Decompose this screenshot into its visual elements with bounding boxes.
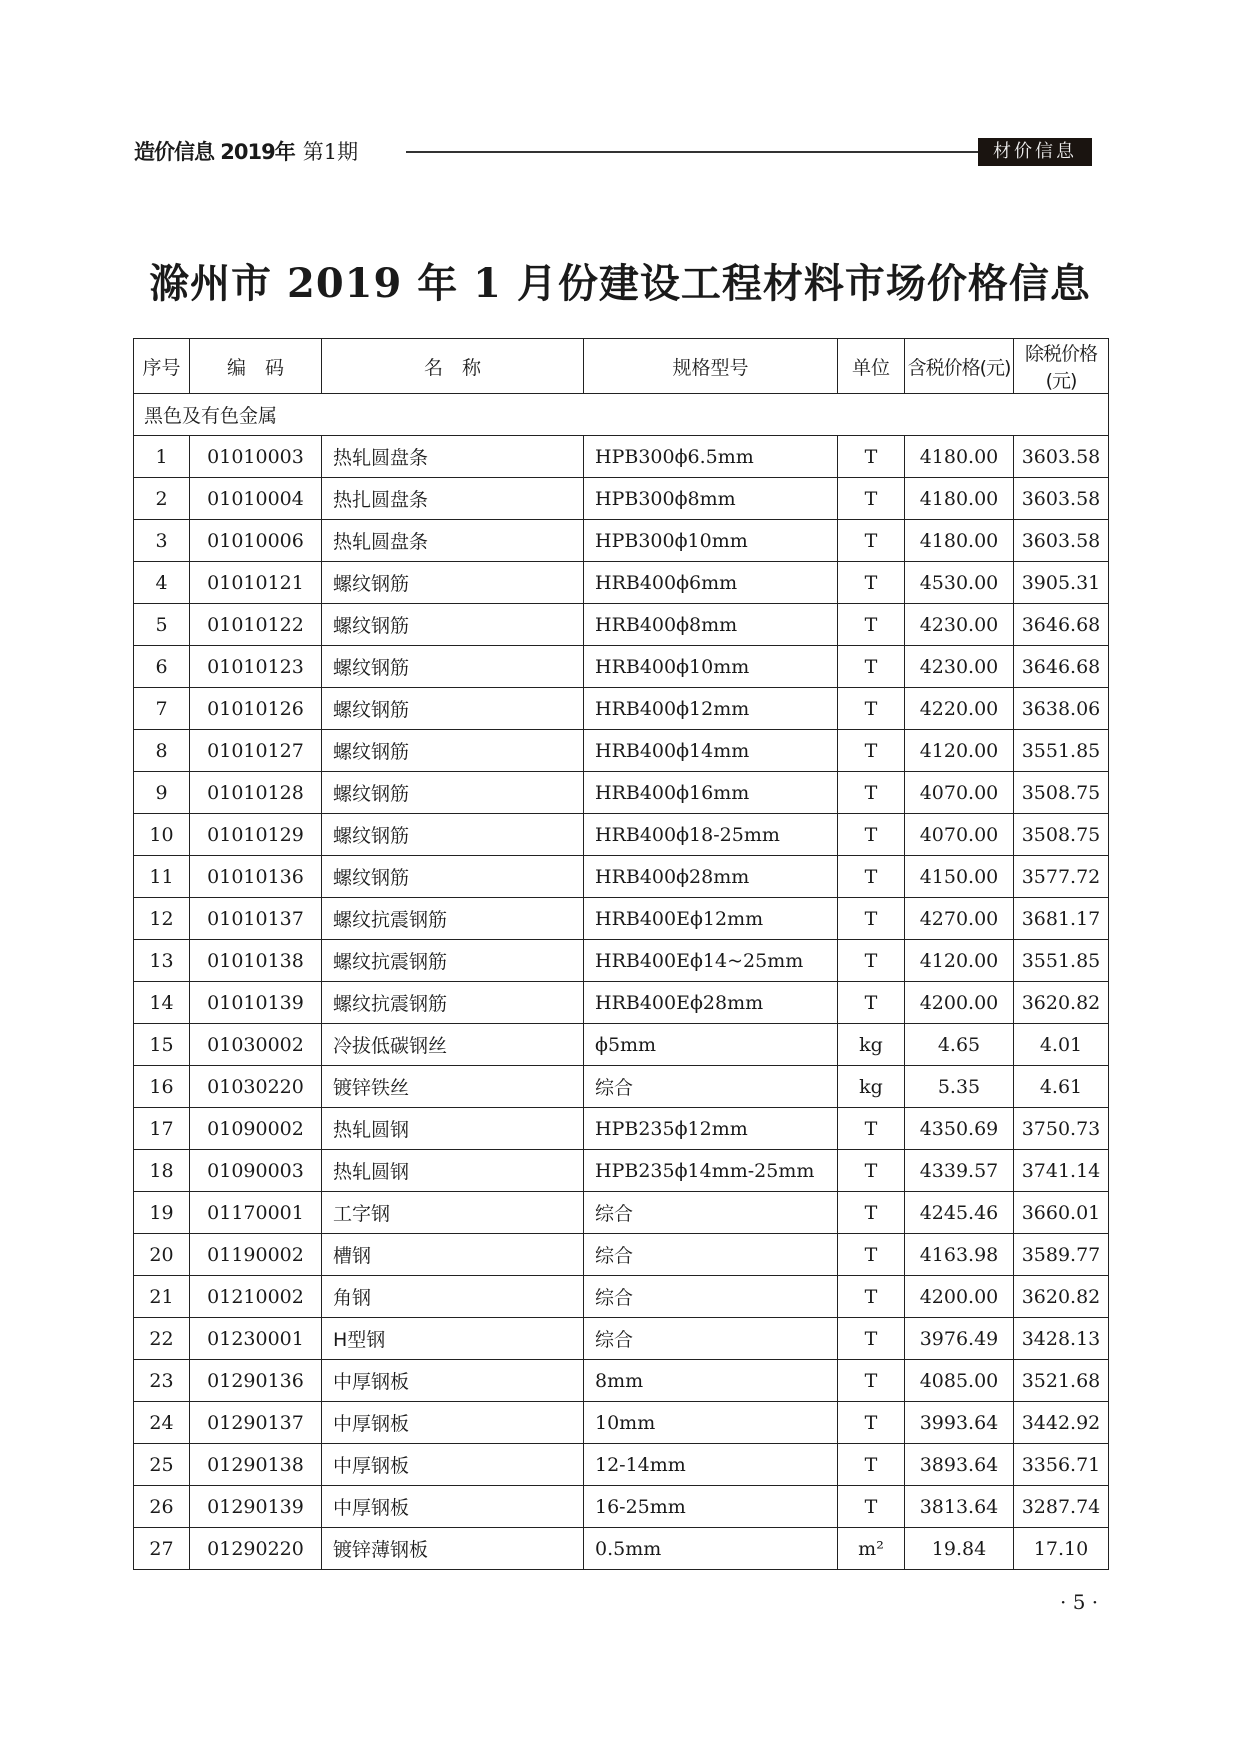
- table-row: [134, 940, 1109, 982]
- row-spec: 10mm: [584, 1402, 838, 1444]
- row-unit: T: [838, 1108, 905, 1150]
- row-index: 19: [134, 1192, 190, 1234]
- row-name: 中厚钢板: [322, 1360, 584, 1402]
- row-code: 01170001: [190, 1192, 322, 1234]
- header-code: 编 码: [190, 339, 322, 394]
- row-name: 螺纹钢筋: [322, 604, 584, 646]
- row-name: 螺纹钢筋: [322, 562, 584, 604]
- row-index: 16: [134, 1066, 190, 1108]
- row-price-with-tax: 3993.64: [905, 1402, 1014, 1444]
- row-code: 01010004: [190, 478, 322, 520]
- row-spec: HPB235ϕ14mm-25mm: [584, 1150, 838, 1192]
- row-price-without-tax: 3521.68: [1014, 1360, 1109, 1402]
- row-price-without-tax: 3603.58: [1014, 478, 1109, 520]
- row-name: 螺纹钢筋: [322, 730, 584, 772]
- category-row: [134, 394, 1109, 436]
- table-row: [134, 1234, 1109, 1276]
- row-code: 01210002: [190, 1276, 322, 1318]
- row-unit: T: [838, 1360, 905, 1402]
- row-spec: HRB400ϕ8mm: [584, 604, 838, 646]
- row-price-with-tax: 3813.64: [905, 1486, 1014, 1528]
- row-code: 01010121: [190, 562, 322, 604]
- row-spec: HRB400ϕ14mm: [584, 730, 838, 772]
- row-name: 热轧圆钢: [322, 1150, 584, 1192]
- table-row: [134, 520, 1109, 562]
- row-code: 01010136: [190, 856, 322, 898]
- row-index: 9: [134, 772, 190, 814]
- row-unit: T: [838, 898, 905, 940]
- table-row: [134, 1066, 1109, 1108]
- table-row: [134, 814, 1109, 856]
- row-price-without-tax: 3603.58: [1014, 520, 1109, 562]
- row-spec: HRB400Eϕ14~25mm: [584, 940, 838, 982]
- price-table: [133, 338, 1109, 1570]
- row-price-without-tax: 3508.75: [1014, 814, 1109, 856]
- row-spec: HRB400ϕ18-25mm: [584, 814, 838, 856]
- row-price-with-tax: 4200.00: [905, 1276, 1014, 1318]
- row-spec: 综合: [584, 1276, 838, 1318]
- row-price-without-tax: 3750.73: [1014, 1108, 1109, 1150]
- row-name: 热轧圆盘条: [322, 520, 584, 562]
- row-name: 螺纹钢筋: [322, 646, 584, 688]
- row-unit: T: [838, 436, 905, 478]
- row-unit: T: [838, 1486, 905, 1528]
- row-name: 中厚钢板: [322, 1444, 584, 1486]
- row-code: 01010122: [190, 604, 322, 646]
- row-index: 15: [134, 1024, 190, 1066]
- row-price-without-tax: 3660.01: [1014, 1192, 1109, 1234]
- table-row: [134, 1192, 1109, 1234]
- row-code: 01290139: [190, 1486, 322, 1528]
- row-price-with-tax: 3976.49: [905, 1318, 1014, 1360]
- row-name: 螺纹抗震钢筋: [322, 940, 584, 982]
- row-price-with-tax: 4180.00: [905, 520, 1014, 562]
- row-price-with-tax: 4163.98: [905, 1234, 1014, 1276]
- row-price-without-tax: 3356.71: [1014, 1444, 1109, 1486]
- row-unit: T: [838, 520, 905, 562]
- header-name: 名 称: [322, 339, 584, 394]
- row-price-without-tax: 3681.17: [1014, 898, 1109, 940]
- row-name: 螺纹钢筋: [322, 772, 584, 814]
- row-unit: T: [838, 1150, 905, 1192]
- row-index: 5: [134, 604, 190, 646]
- row-code: 01010139: [190, 982, 322, 1024]
- table-row: [134, 1150, 1109, 1192]
- row-price-without-tax: 3589.77: [1014, 1234, 1109, 1276]
- row-spec: HPB300ϕ6.5mm: [584, 436, 838, 478]
- row-price-without-tax: 3551.85: [1014, 730, 1109, 772]
- row-unit: T: [838, 856, 905, 898]
- table-row: [134, 1108, 1109, 1150]
- header-spec: 规格型号: [584, 339, 838, 394]
- row-index: 12: [134, 898, 190, 940]
- table-row: [134, 1024, 1109, 1066]
- row-spec: 8mm: [584, 1360, 838, 1402]
- row-name: 镀锌薄钢板: [322, 1528, 584, 1570]
- table-row: [134, 688, 1109, 730]
- row-price-without-tax: 3646.68: [1014, 604, 1109, 646]
- table-row: [134, 730, 1109, 772]
- row-price-with-tax: 4245.46: [905, 1192, 1014, 1234]
- row-price-with-tax: 4350.69: [905, 1108, 1014, 1150]
- row-spec: HPB235ϕ12mm: [584, 1108, 838, 1150]
- row-unit: T: [838, 982, 905, 1024]
- row-index: 23: [134, 1360, 190, 1402]
- row-unit: kg: [838, 1066, 905, 1108]
- header-rule: [406, 151, 978, 153]
- row-index: 4: [134, 562, 190, 604]
- row-index: 26: [134, 1486, 190, 1528]
- row-price-without-tax: 3620.82: [1014, 982, 1109, 1024]
- row-code: 01010127: [190, 730, 322, 772]
- row-index: 8: [134, 730, 190, 772]
- row-index: 3: [134, 520, 190, 562]
- row-code: 01290136: [190, 1360, 322, 1402]
- row-spec: 综合: [584, 1192, 838, 1234]
- row-spec: 0.5mm: [584, 1528, 838, 1570]
- row-spec: HPB300ϕ8mm: [584, 478, 838, 520]
- table-row: [134, 1486, 1109, 1528]
- row-unit: T: [838, 730, 905, 772]
- row-name: 中厚钢板: [322, 1402, 584, 1444]
- row-index: 24: [134, 1402, 190, 1444]
- row-price-without-tax: 3905.31: [1014, 562, 1109, 604]
- row-price-with-tax: 4120.00: [905, 940, 1014, 982]
- row-price-with-tax: 4120.00: [905, 730, 1014, 772]
- row-code: 01030002: [190, 1024, 322, 1066]
- table-row: [134, 982, 1109, 1024]
- row-index: 14: [134, 982, 190, 1024]
- row-price-with-tax: 4220.00: [905, 688, 1014, 730]
- row-price-with-tax: 19.84: [905, 1528, 1014, 1570]
- row-price-without-tax: 3620.82: [1014, 1276, 1109, 1318]
- row-price-without-tax: 3508.75: [1014, 772, 1109, 814]
- row-index: 13: [134, 940, 190, 982]
- row-spec: 综合: [584, 1066, 838, 1108]
- row-price-with-tax: 4530.00: [905, 562, 1014, 604]
- row-price-without-tax: 3646.68: [1014, 646, 1109, 688]
- running-head: [134, 138, 1094, 168]
- row-unit: T: [838, 562, 905, 604]
- row-price-without-tax: 3577.72: [1014, 856, 1109, 898]
- table-row: [134, 772, 1109, 814]
- row-index: 17: [134, 1108, 190, 1150]
- page-number: · 5 ·: [1060, 1590, 1099, 1614]
- header-price-with-tax: 含税价格(元): [905, 339, 1014, 394]
- row-price-without-tax: 4.61: [1014, 1066, 1109, 1108]
- table-row: [134, 898, 1109, 940]
- header-index: 序号: [134, 339, 190, 394]
- row-price-without-tax: 17.10: [1014, 1528, 1109, 1570]
- table-row: [134, 1360, 1109, 1402]
- row-name: 热扎圆盘条: [322, 478, 584, 520]
- row-price-without-tax: 3287.74: [1014, 1486, 1109, 1528]
- row-unit: T: [838, 1444, 905, 1486]
- row-code: 01090003: [190, 1150, 322, 1192]
- row-index: 18: [134, 1150, 190, 1192]
- page-title: 滁州市 2019 年 1 月份建设工程材料市场价格信息: [149, 260, 1091, 307]
- row-price-without-tax: 3551.85: [1014, 940, 1109, 982]
- row-name: 热轧圆盘条: [322, 436, 584, 478]
- row-name: 角钢: [322, 1276, 584, 1318]
- row-name: H型钢: [322, 1318, 584, 1360]
- row-unit: T: [838, 478, 905, 520]
- row-code: 01290220: [190, 1528, 322, 1570]
- row-code: 01230001: [190, 1318, 322, 1360]
- row-spec: HRB400Eϕ12mm: [584, 898, 838, 940]
- row-unit: T: [838, 814, 905, 856]
- row-index: 6: [134, 646, 190, 688]
- row-spec: HRB400ϕ12mm: [584, 688, 838, 730]
- table-row: [134, 478, 1109, 520]
- row-spec: HRB400ϕ6mm: [584, 562, 838, 604]
- row-unit: T: [838, 646, 905, 688]
- row-spec: HRB400Eϕ28mm: [584, 982, 838, 1024]
- row-unit: m²: [838, 1528, 905, 1570]
- row-price-with-tax: 4.65: [905, 1024, 1014, 1066]
- row-name: 螺纹钢筋: [322, 688, 584, 730]
- row-price-with-tax: 4085.00: [905, 1360, 1014, 1402]
- section-badge: 材价信息: [978, 138, 1092, 166]
- row-code: 01290138: [190, 1444, 322, 1486]
- row-spec: ϕ5mm: [584, 1024, 838, 1066]
- row-price-with-tax: 4270.00: [905, 898, 1014, 940]
- row-code: 01010006: [190, 520, 322, 562]
- row-index: 10: [134, 814, 190, 856]
- row-name: 热轧圆钢: [322, 1108, 584, 1150]
- table-row: [134, 1318, 1109, 1360]
- row-price-with-tax: 4230.00: [905, 604, 1014, 646]
- row-index: 11: [134, 856, 190, 898]
- row-code: 01010137: [190, 898, 322, 940]
- row-price-with-tax: 4070.00: [905, 772, 1014, 814]
- row-code: 01290137: [190, 1402, 322, 1444]
- row-index: 27: [134, 1528, 190, 1570]
- row-code: 01010123: [190, 646, 322, 688]
- table-row: [134, 604, 1109, 646]
- row-code: 01010128: [190, 772, 322, 814]
- table-row: [134, 1444, 1109, 1486]
- row-unit: T: [838, 604, 905, 646]
- row-spec: 12-14mm: [584, 1444, 838, 1486]
- table-row: [134, 1276, 1109, 1318]
- row-price-with-tax: 4180.00: [905, 436, 1014, 478]
- row-unit: T: [838, 1276, 905, 1318]
- row-spec: HRB400ϕ16mm: [584, 772, 838, 814]
- row-code: 01010129: [190, 814, 322, 856]
- row-price-with-tax: 5.35: [905, 1066, 1014, 1108]
- row-code: 01010138: [190, 940, 322, 982]
- row-code: 01190002: [190, 1234, 322, 1276]
- row-unit: T: [838, 940, 905, 982]
- issue-number: 第1期: [302, 140, 359, 164]
- row-name: 槽钢: [322, 1234, 584, 1276]
- row-price-with-tax: 4150.00: [905, 856, 1014, 898]
- row-index: 20: [134, 1234, 190, 1276]
- row-price-without-tax: 3741.14: [1014, 1150, 1109, 1192]
- row-unit: kg: [838, 1024, 905, 1066]
- table-row: [134, 436, 1109, 478]
- row-index: 22: [134, 1318, 190, 1360]
- row-unit: T: [838, 1192, 905, 1234]
- row-name: 冷拔低碳钢丝: [322, 1024, 584, 1066]
- row-unit: T: [838, 1234, 905, 1276]
- row-spec: HRB400ϕ28mm: [584, 856, 838, 898]
- row-name: 工字钢: [322, 1192, 584, 1234]
- row-price-without-tax: 3442.92: [1014, 1402, 1109, 1444]
- row-price-with-tax: 4200.00: [905, 982, 1014, 1024]
- row-price-with-tax: 4180.00: [905, 478, 1014, 520]
- row-name: 中厚钢板: [322, 1486, 584, 1528]
- row-unit: T: [838, 772, 905, 814]
- row-unit: T: [838, 688, 905, 730]
- row-spec: 综合: [584, 1234, 838, 1276]
- row-price-with-tax: 3893.64: [905, 1444, 1014, 1486]
- row-spec: 16-25mm: [584, 1486, 838, 1528]
- table-row: [134, 646, 1109, 688]
- header-unit: 单位: [838, 339, 905, 394]
- row-name: 螺纹钢筋: [322, 814, 584, 856]
- row-price-with-tax: 4070.00: [905, 814, 1014, 856]
- row-name: 螺纹钢筋: [322, 856, 584, 898]
- category-label: 黑色及有色金属: [134, 394, 1109, 436]
- row-price-without-tax: 3638.06: [1014, 688, 1109, 730]
- running-head-left: [134, 138, 358, 166]
- row-price-without-tax: 4.01: [1014, 1024, 1109, 1066]
- table-row: [134, 856, 1109, 898]
- row-name: 螺纹抗震钢筋: [322, 898, 584, 940]
- row-index: 2: [134, 478, 190, 520]
- row-index: 21: [134, 1276, 190, 1318]
- row-code: 01090002: [190, 1108, 322, 1150]
- row-code: 01010126: [190, 688, 322, 730]
- row-name: 镀锌铁丝: [322, 1066, 584, 1108]
- row-spec: 综合: [584, 1318, 838, 1360]
- row-price-with-tax: 4230.00: [905, 646, 1014, 688]
- table-header-row: [134, 339, 1109, 394]
- row-price-without-tax: 3603.58: [1014, 436, 1109, 478]
- header-price-without-tax: 除税价格(元): [1014, 339, 1109, 394]
- row-price-without-tax: 3428.13: [1014, 1318, 1109, 1360]
- row-code: 01030220: [190, 1066, 322, 1108]
- table-row: [134, 562, 1109, 604]
- row-price-with-tax: 4339.57: [905, 1150, 1014, 1192]
- row-spec: HPB300ϕ10mm: [584, 520, 838, 562]
- table-row: [134, 1528, 1109, 1570]
- row-index: 25: [134, 1444, 190, 1486]
- row-name: 螺纹抗震钢筋: [322, 982, 584, 1024]
- row-index: 7: [134, 688, 190, 730]
- table-row: [134, 1402, 1109, 1444]
- row-index: 1: [134, 436, 190, 478]
- row-code: 01010003: [190, 436, 322, 478]
- row-spec: HRB400ϕ10mm: [584, 646, 838, 688]
- magazine-name: 造价信息 2019年: [134, 140, 295, 164]
- row-unit: T: [838, 1402, 905, 1444]
- row-unit: T: [838, 1318, 905, 1360]
